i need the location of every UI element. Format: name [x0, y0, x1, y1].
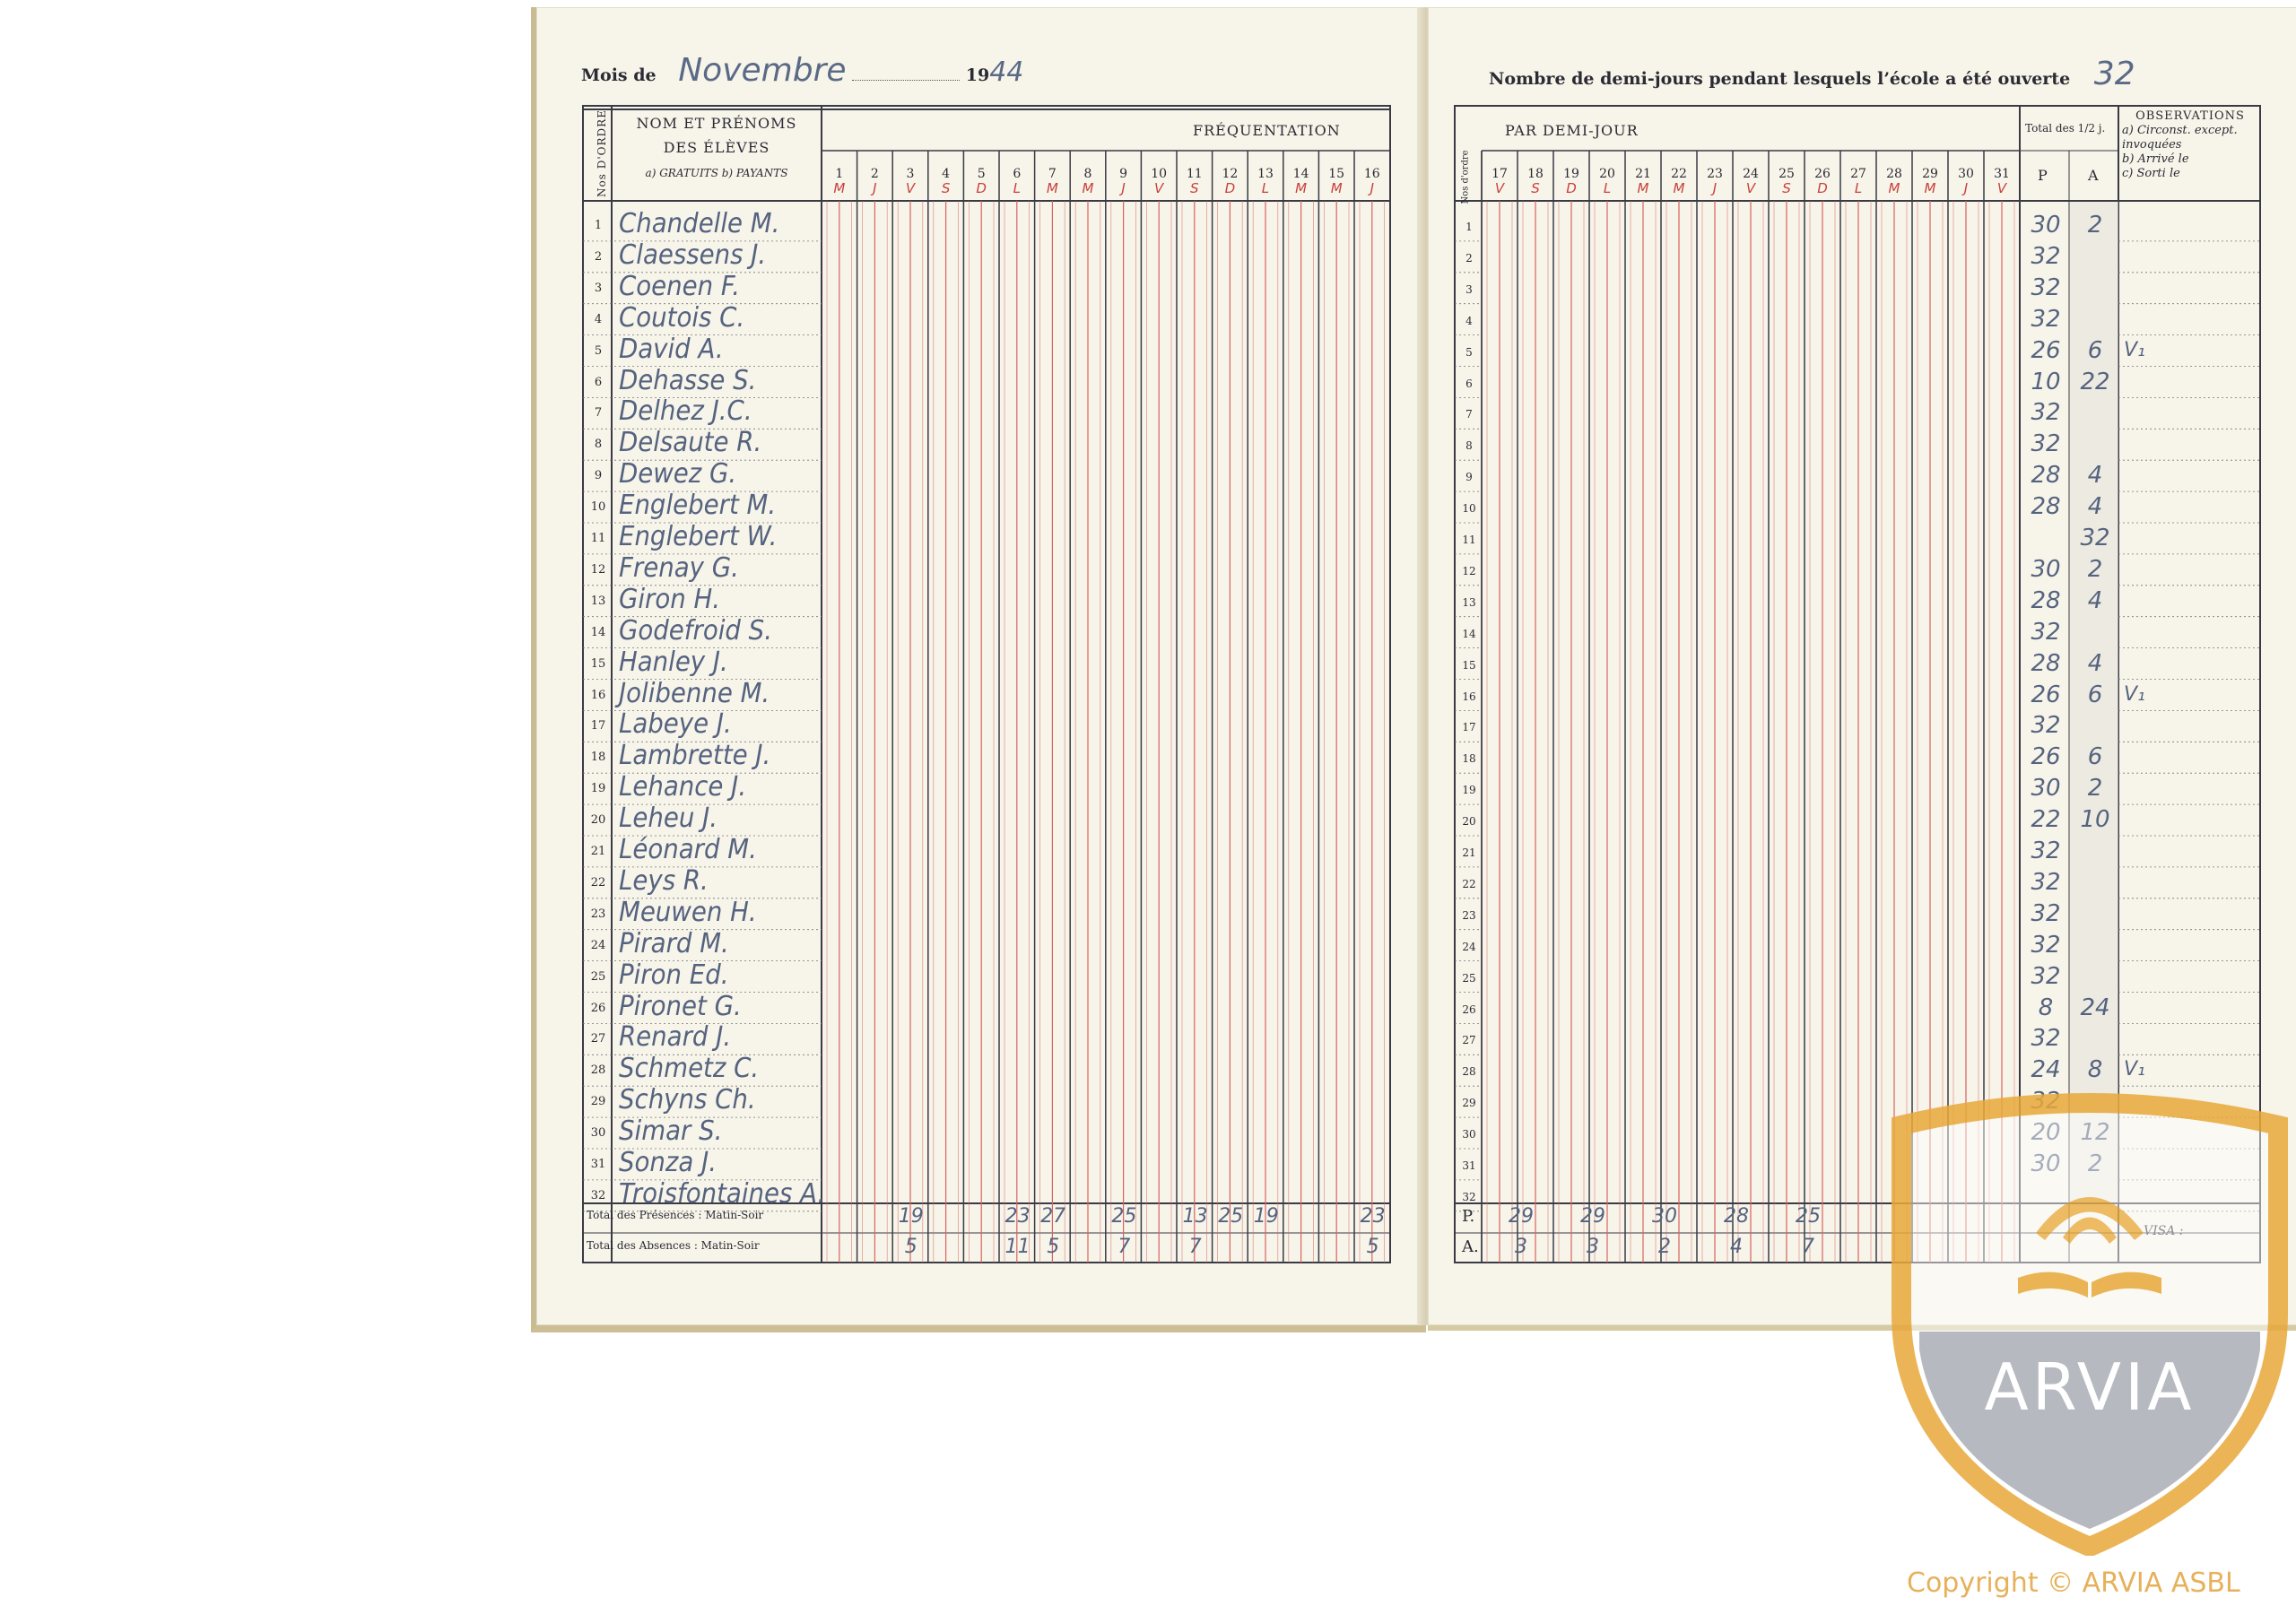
student-order-left: 28 — [590, 1063, 606, 1078]
student-order-left: 14 — [590, 625, 606, 639]
left-day-9: 9 J — [1119, 167, 1128, 196]
student-total-p: 32 — [2031, 242, 2061, 270]
student-total-p: 32 — [2031, 430, 2061, 458]
total-absence-value: 7 — [1188, 1236, 1202, 1258]
student-order-right: 18 — [1462, 752, 1476, 766]
student-name: Lehance J. — [619, 771, 747, 803]
student-total-a: 24 — [2080, 994, 2110, 1021]
student-order-right: 6 — [1465, 377, 1473, 390]
student-name: Simar S. — [619, 1115, 723, 1148]
student-observation: V₁ — [2124, 338, 2145, 361]
month-value: Novembre — [678, 52, 847, 89]
right-day-30: 30 J — [1958, 167, 1974, 196]
student-order-left: 22 — [590, 875, 606, 890]
student-order-right: 12 — [1462, 564, 1476, 577]
student-total-p: 30 — [2031, 212, 2061, 239]
right-day-27: 27 L — [1850, 167, 1866, 196]
right-day-22: 22 M — [1671, 167, 1687, 196]
student-order-right: 5 — [1465, 345, 1473, 359]
total-absence-value: 5 — [904, 1236, 918, 1258]
open-halfdays-value: 32 — [2093, 56, 2135, 92]
student-name: Englebert M. — [619, 490, 777, 522]
left-day-8: 8 M — [1082, 167, 1094, 196]
student-order-right: 29 — [1462, 1097, 1476, 1110]
left-day-6: 6 L — [1013, 167, 1022, 196]
right-total-presence-value: 28 — [1724, 1205, 1749, 1228]
student-order-left: 24 — [590, 938, 606, 952]
student-total-p: 32 — [2031, 838, 2061, 864]
student-name: Piron Ed. — [619, 959, 729, 991]
total-absence-value: 7 — [1118, 1236, 1131, 1258]
student-name: David A. — [619, 333, 724, 365]
student-order-right: 10 — [1462, 502, 1476, 516]
student-total-a: 4 — [2087, 586, 2103, 614]
student-total-p: 30 — [2031, 555, 2061, 583]
total-presence-value: 25 — [1111, 1205, 1137, 1228]
student-name: Claessens J. — [619, 239, 767, 271]
student-total-p: 32 — [2031, 618, 2061, 646]
student-order-left: 6 — [594, 375, 603, 389]
student-name: Dewez G. — [619, 458, 737, 490]
student-order-left: 30 — [590, 1126, 606, 1141]
student-order-right: 26 — [1462, 1002, 1476, 1016]
student-total-p: 32 — [2031, 868, 2061, 896]
student-order-left: 16 — [590, 688, 606, 702]
student-name: Delhez J.C. — [619, 395, 752, 428]
right-day-20: 20 L — [1599, 167, 1615, 196]
student-total-a: 2 — [2087, 555, 2103, 583]
right-a-row-label: A. — [1462, 1237, 1479, 1256]
student-order-left: 13 — [590, 594, 606, 608]
student-order-right: 24 — [1462, 940, 1476, 953]
student-name: Coenen F. — [619, 270, 740, 302]
student-order-left: 9 — [594, 469, 603, 483]
names-col-header — [613, 115, 820, 179]
student-name: Englebert W. — [619, 521, 778, 552]
student-order-right: 32 — [1462, 1190, 1476, 1203]
right-day-18: 18 S — [1527, 167, 1544, 196]
student-total-a: 4 — [2087, 493, 2103, 521]
student-name: Labeye J. — [619, 708, 732, 741]
student-total-a: 8 — [2087, 1056, 2103, 1084]
student-order-right: 14 — [1462, 627, 1476, 640]
left-day-2: 2 J — [870, 167, 879, 196]
right-day-29: 29 M — [1922, 167, 1938, 196]
left-day-14: 14 M — [1292, 167, 1309, 196]
right-total-presence-value: 30 — [1652, 1205, 1677, 1228]
student-order-left: 27 — [590, 1032, 606, 1046]
student-order-left: 2 — [594, 249, 603, 264]
student-total-p: 32 — [2031, 712, 2061, 740]
student-order-right: 16 — [1462, 690, 1476, 703]
left-day-4: 4 S — [941, 167, 951, 196]
open-halfdays-label: Nombre de demi-jours pendant lesquels l’école a été ouverte — [1489, 69, 2071, 89]
student-total-p: 22 — [2031, 806, 2061, 834]
student-name: Chandelle M. — [619, 208, 780, 239]
right-day-28: 28 M — [1886, 167, 1902, 196]
left-day-12: 12 D — [1222, 167, 1239, 196]
student-order-left: 11 — [590, 532, 606, 545]
student-order-right: 2 — [1465, 251, 1473, 265]
left-day-15: 15 M — [1328, 167, 1345, 196]
student-name: Meuwen H. — [619, 896, 757, 928]
student-order-right: 27 — [1462, 1034, 1476, 1047]
student-total-a: 2 — [2087, 775, 2103, 803]
student-name: Godefroid S. — [619, 614, 772, 647]
student-total-a: 6 — [2087, 336, 2103, 364]
student-order-left: 5 — [594, 343, 603, 358]
student-total-a: 2 — [2087, 212, 2103, 239]
student-order-right: 4 — [1465, 314, 1473, 327]
total-presence-value: 23 — [1360, 1205, 1386, 1228]
total-presence-value: 19 — [898, 1205, 924, 1228]
student-order-right: 3 — [1465, 282, 1473, 296]
student-total-p: 28 — [2031, 493, 2061, 521]
left-day-11: 11 S — [1186, 167, 1203, 196]
student-order-right: 15 — [1462, 658, 1476, 672]
left-day-10: 10 V — [1151, 167, 1168, 196]
frequentation-title: FRÉQUENTATION — [1193, 122, 1341, 139]
total-presence-value: 27 — [1040, 1205, 1066, 1228]
student-total-a: 10 — [2080, 806, 2110, 834]
student-name: Giron H. — [619, 583, 721, 615]
student-name: Hanley J. — [619, 646, 728, 678]
left-day-13: 13 L — [1257, 167, 1274, 196]
student-order-right: 30 — [1462, 1128, 1476, 1141]
right-order-col-header: Nos d'ordre — [1460, 150, 1471, 204]
student-observation: V₁ — [2124, 682, 2145, 706]
student-total-p: 30 — [2031, 775, 2061, 803]
student-order-left: 19 — [590, 782, 606, 796]
right-day-31: 31 V — [1994, 167, 2010, 196]
student-order-left: 1 — [594, 219, 603, 232]
student-total-a: 6 — [2087, 681, 2103, 708]
student-order-left: 26 — [590, 1001, 606, 1015]
student-order-left: 20 — [590, 813, 606, 828]
total-absence-value: 5 — [1366, 1236, 1379, 1258]
order-col-header: Nos D'ORDRE — [595, 109, 608, 197]
student-observation: V₁ — [2124, 1058, 2145, 1081]
p-col-header: P — [2038, 167, 2048, 184]
a-col-header: A — [2088, 167, 2099, 184]
names-header-line3: a) GRATUITS b) PAYANTS — [645, 167, 788, 179]
total-presence-value: 13 — [1182, 1205, 1208, 1228]
student-order-left: 15 — [590, 656, 606, 671]
par-demi-jour-title: PAR DEMI-JOUR — [1505, 122, 1639, 139]
student-order-right: 8 — [1465, 439, 1473, 453]
student-total-p: 26 — [2031, 743, 2061, 771]
student-total-p: 32 — [2031, 273, 2061, 301]
student-name: Pirard M. — [619, 927, 729, 959]
student-order-left: 12 — [590, 562, 606, 577]
student-name: Pironet G. — [619, 990, 742, 1022]
student-order-right: 17 — [1462, 721, 1476, 734]
student-order-right: 9 — [1465, 471, 1473, 484]
student-order-right: 23 — [1462, 908, 1476, 922]
right-total-presence-value: 25 — [1796, 1205, 1821, 1228]
student-total-p: 32 — [2031, 899, 2061, 927]
student-total-a: 6 — [2087, 743, 2103, 771]
student-order-right: 28 — [1462, 1065, 1476, 1079]
observations-header: OBSERVATIONS a) Circonst. except. invoquées b) Arrivé le c) Sorti le — [2122, 109, 2245, 180]
student-total-a: 4 — [2087, 462, 2103, 490]
total-absence-value: 5 — [1047, 1236, 1060, 1258]
student-name: Léonard M. — [619, 834, 757, 865]
student-total-p: 24 — [2031, 1056, 2061, 1084]
total-presence-value: 19 — [1253, 1205, 1279, 1228]
right-total-presence-value: 29 — [1580, 1205, 1605, 1228]
year-prefix: 19 — [965, 65, 990, 85]
year-value: 44 — [989, 56, 1024, 88]
total-absences-label: Total des Absences : Matin-Soir — [587, 1239, 760, 1252]
right-total-absence-value: 3 — [1587, 1236, 1599, 1258]
student-total-p: 32 — [2031, 1025, 2061, 1053]
left-day-16: 16 J — [1363, 167, 1380, 196]
student-name: Frenay G. — [619, 551, 739, 584]
student-order-left: 17 — [590, 719, 606, 733]
student-order-left: 31 — [590, 1158, 606, 1171]
student-order-right: 25 — [1462, 971, 1476, 985]
right-total-absence-value: 7 — [1802, 1236, 1814, 1258]
student-order-left: 25 — [590, 969, 606, 984]
right-total-absence-value: 4 — [1730, 1236, 1743, 1258]
student-total-p: 32 — [2031, 931, 2061, 959]
student-name: Troisfontaines A. — [619, 1177, 826, 1210]
arvia-logo-text: ARVIA — [1984, 1350, 2196, 1425]
student-order-left: 18 — [590, 751, 606, 765]
student-order-left: 23 — [590, 907, 606, 921]
student-name: Schmetz C. — [619, 1053, 760, 1085]
student-total-a: 4 — [2087, 649, 2103, 677]
total-presence-value: 25 — [1218, 1205, 1244, 1228]
student-total-p: 32 — [2031, 962, 2061, 990]
right-day-19: 19 D — [1563, 167, 1579, 196]
right-total-absence-value: 2 — [1658, 1236, 1671, 1258]
right-day-21: 21 M — [1635, 167, 1651, 196]
student-order-right: 13 — [1462, 595, 1476, 609]
student-total-p: 26 — [2031, 336, 2061, 364]
right-total-absence-value: 3 — [1515, 1236, 1527, 1258]
student-order-right: 19 — [1462, 784, 1476, 797]
student-total-p: 28 — [2031, 586, 2061, 614]
right-day-25: 25 S — [1779, 167, 1795, 196]
right-day-26: 26 D — [1814, 167, 1831, 196]
names-header-line1: NOM ET PRÉNOMS — [636, 115, 797, 132]
student-order-left: 21 — [590, 845, 606, 858]
left-day-5: 5 D — [976, 167, 987, 196]
student-order-right: 31 — [1462, 1159, 1476, 1172]
student-name: Sonza J. — [619, 1147, 717, 1178]
total-absence-value: 11 — [1004, 1236, 1031, 1258]
student-total-a: 22 — [2080, 368, 2110, 395]
student-total-p: 28 — [2031, 462, 2061, 490]
student-total-p: 26 — [2031, 681, 2061, 708]
total-presence-value: 23 — [1004, 1205, 1031, 1228]
student-order-left: 29 — [590, 1095, 606, 1109]
student-order-left: 10 — [590, 500, 606, 515]
right-day-23: 23 J — [1707, 167, 1723, 196]
left-day-3: 3 V — [905, 167, 916, 196]
student-total-p: 32 — [2031, 399, 2061, 427]
student-order-right: 7 — [1465, 408, 1473, 421]
student-name: Dehasse S. — [619, 364, 757, 396]
left-day-1: 1 M — [833, 167, 846, 196]
student-name: Lambrette J. — [619, 740, 771, 772]
student-order-right: 20 — [1462, 815, 1476, 829]
right-total-presence-value: 29 — [1509, 1205, 1534, 1228]
student-order-left: 8 — [594, 438, 603, 452]
student-total-a: 32 — [2080, 525, 2110, 551]
student-name: Leys R. — [619, 864, 709, 897]
student-order-left: 4 — [594, 312, 603, 326]
right-day-17: 17 V — [1492, 167, 1508, 196]
right-day-24: 24 V — [1743, 167, 1759, 196]
student-order-left: 3 — [594, 281, 603, 295]
student-order-right: 21 — [1462, 846, 1476, 859]
student-total-p: 10 — [2031, 368, 2061, 395]
student-order-right: 11 — [1462, 534, 1476, 546]
student-order-right: 1 — [1465, 221, 1473, 233]
student-name: Delsaute R. — [619, 427, 762, 459]
arvia-shield-logo — [1883, 1089, 2296, 1556]
names-header-line2: DES ÉLÈVES — [663, 139, 770, 156]
student-total-p: 8 — [2038, 994, 2054, 1021]
student-name: Coutois C. — [619, 301, 745, 334]
total-halfdays-label: Total des 1/2 j. — [2025, 122, 2106, 135]
student-name: Renard J. — [619, 1021, 732, 1054]
student-order-left: 32 — [590, 1188, 606, 1202]
copyright-notice: Copyright © ARVIA ASBL — [1907, 1567, 2240, 1599]
student-order-left: 7 — [594, 406, 603, 421]
student-order-right: 22 — [1462, 877, 1476, 890]
right-p-row-label: P. — [1462, 1207, 1475, 1226]
student-name: Leheu J. — [619, 803, 718, 835]
student-name: Jolibenne M. — [619, 677, 770, 709]
student-total-p: 28 — [2031, 649, 2061, 677]
student-total-p: 32 — [2031, 305, 2061, 333]
student-name: Schyns Ch. — [619, 1084, 756, 1116]
month-label: Mois de — [581, 65, 657, 85]
total-presences-label: Total des Présences : Matin-Soir — [587, 1209, 764, 1221]
left-day-7: 7 M — [1046, 167, 1058, 196]
